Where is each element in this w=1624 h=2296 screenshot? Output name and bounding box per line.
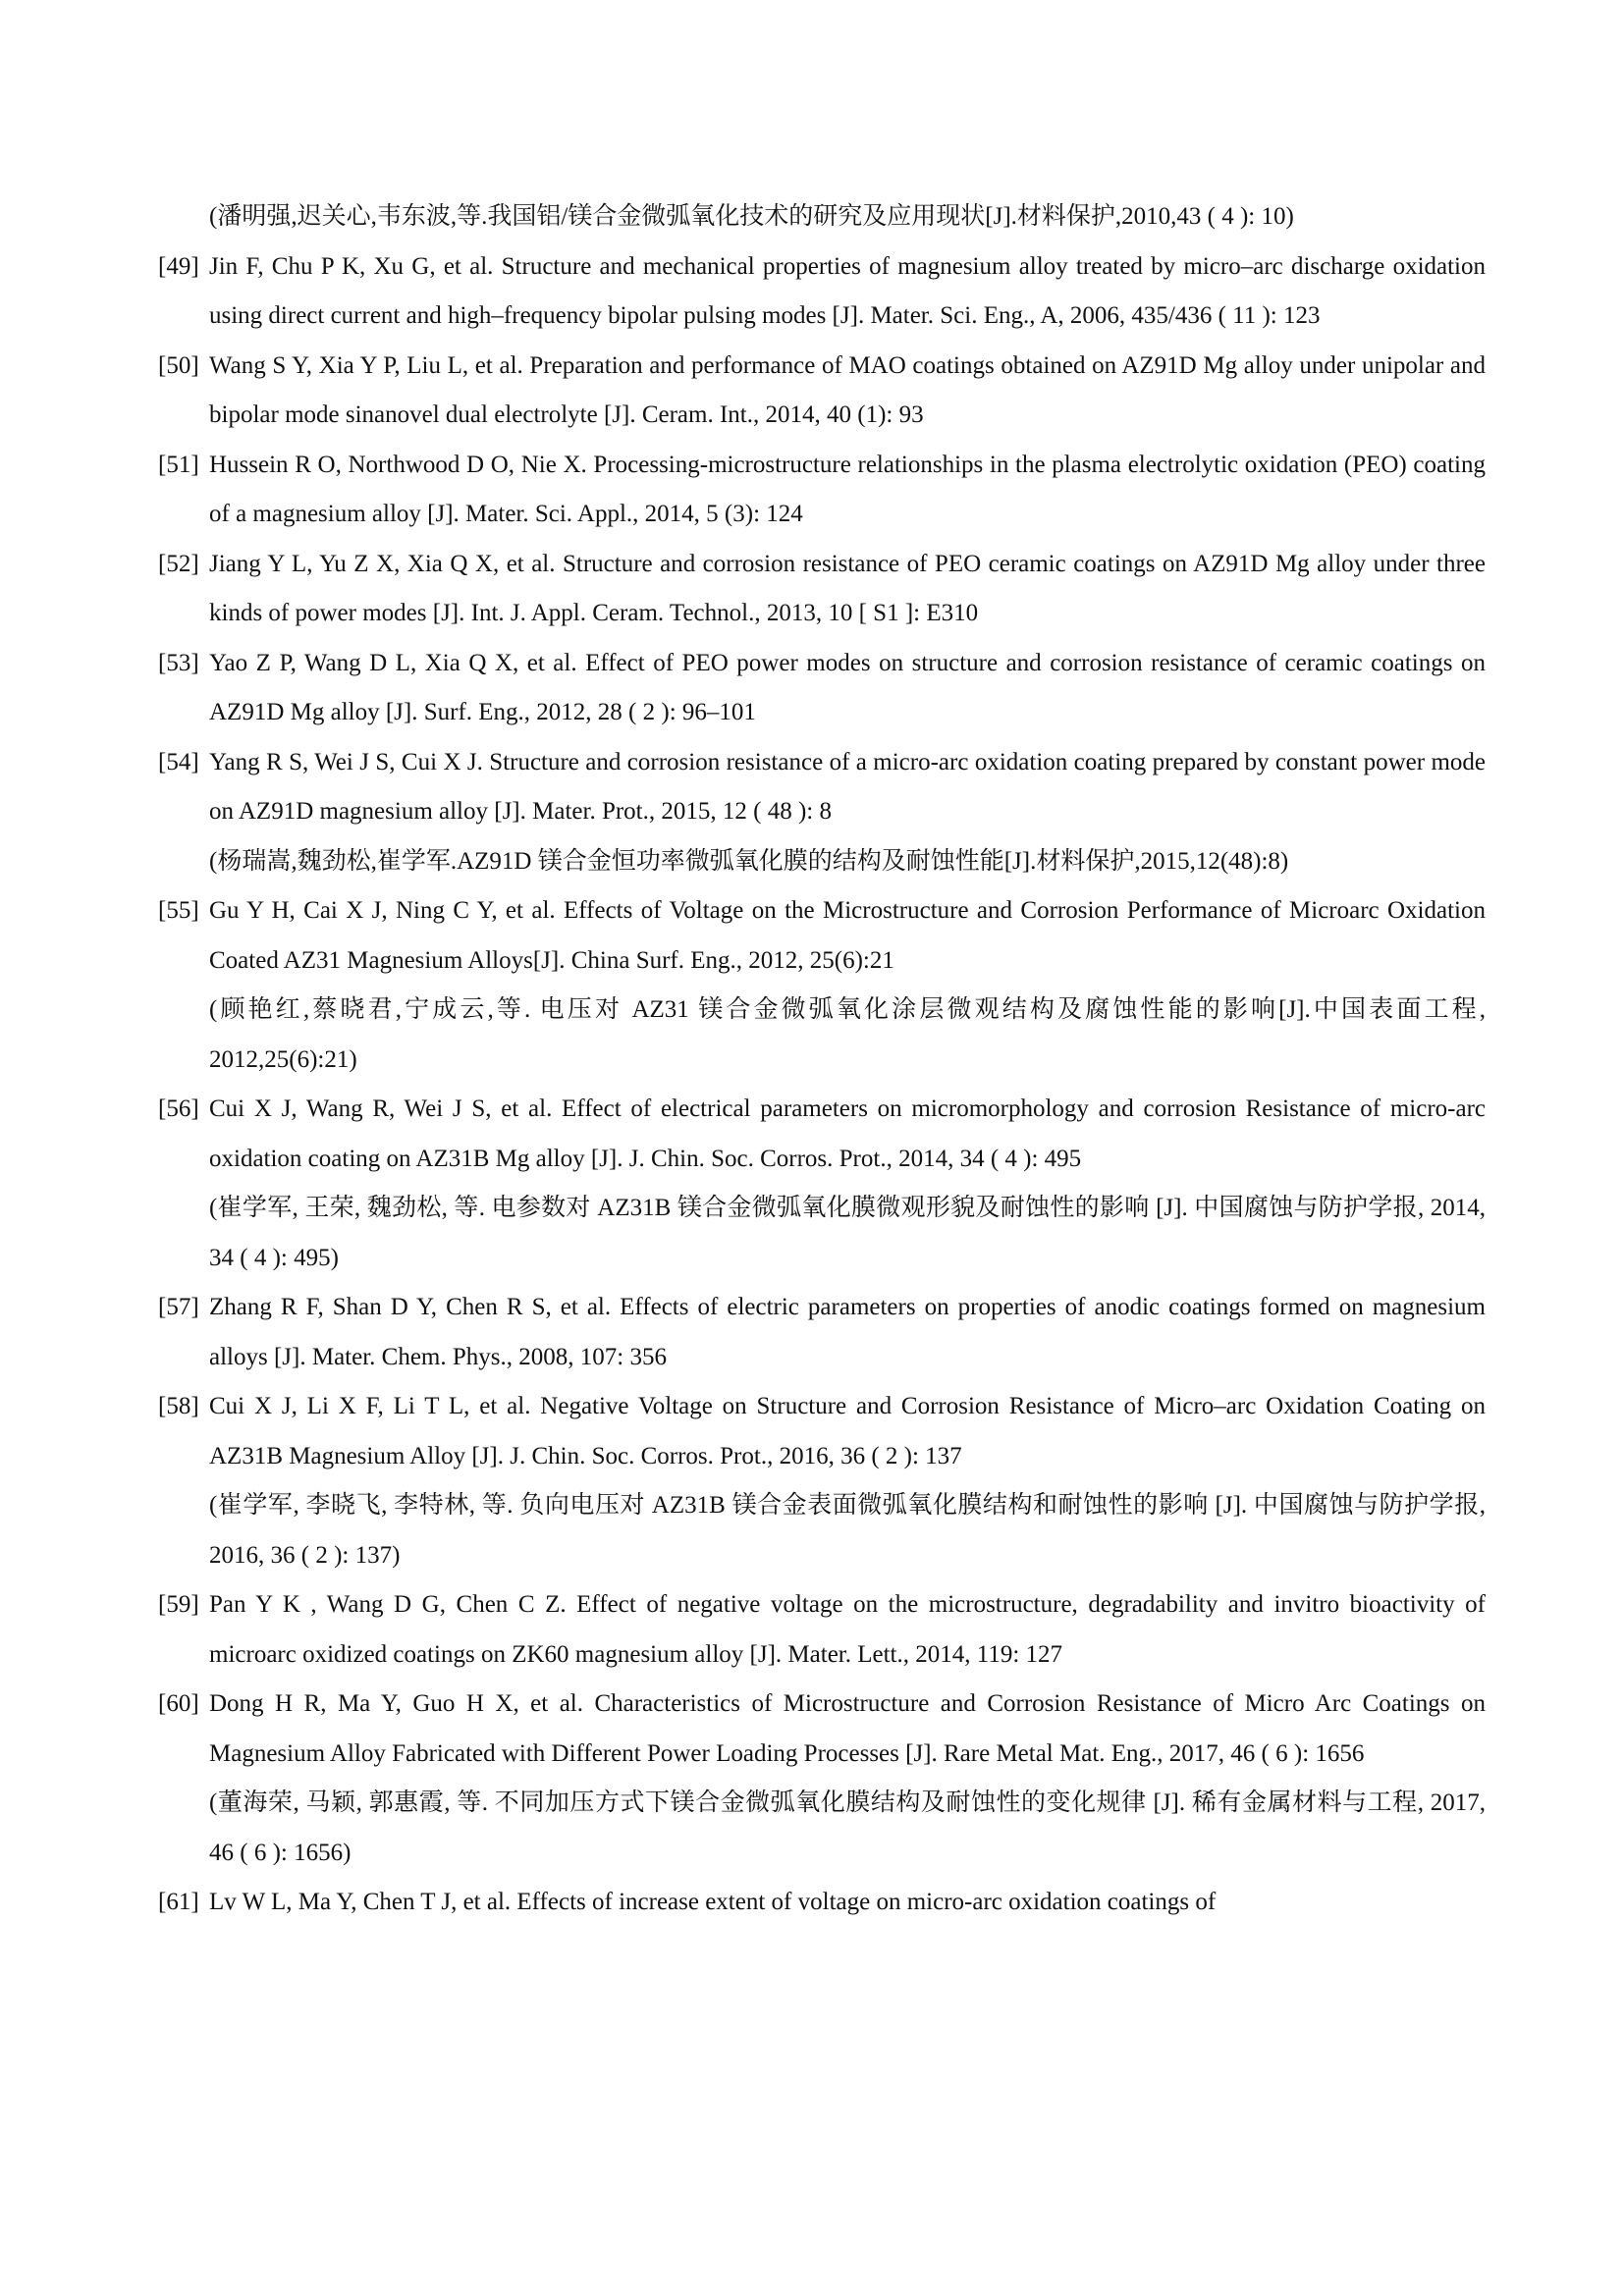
reference-number: [52] — [158, 550, 199, 577]
reference-number: [58] — [158, 1393, 199, 1419]
reference-text: Cui X J, Li X F, Li T L, et al. Negative Voltage on Structure and Corrosion Resistance of Micro–arc Oxidation Coating on AZ31B Magnesium Alloy [J]. J. Chin. Soc. Corros. Prot., 2016, 36 ( 2 ): 137 — [209, 1393, 1486, 1469]
reference-item — [158, 738, 1486, 887]
reference-item — [158, 639, 1486, 738]
reference-text: Jiang Y L, Yu Z X, Xia Q X, et al. Structure and corrosion resistance of PEO ceramic coatings on AZ91D Mg alloy under three kinds of power modes [J]. Int. J. Appl. Ceram. Technol., 2013, 10 [ S1 ]: E310 — [209, 550, 1486, 626]
reference-text: Hussein R O, Northwood D O, Nie X. Processing-microstructure relationships in the plasma electrolytic oxidation (PEO) coating of a magnesium alloy [J]. Mater. Sci. Appl., 2014, 5 (3): 124 — [209, 451, 1486, 527]
reference-number: [50] — [158, 351, 199, 379]
reference-item — [158, 1878, 1486, 1928]
reference-chinese-text: (崔学军, 王荣, 魏劲松, 等. 电参数对 AZ31B 镁合金微弧氧化膜微观形貌及耐蚀性的影响 [J]. 中国腐蚀与防护学报, 2014, 34 ( 4 ): 495) — [209, 1195, 1486, 1271]
reference-chinese-text: (崔学军, 李晓飞, 李特林, 等. 负向电压对 AZ31B 镁合金表面微弧氧化膜结构和耐蚀性的影响 [J]. 中国腐蚀与防护学报, 2016, 36 ( 2 ): 137) — [209, 1492, 1486, 1569]
reference-text: Yao Z P, Wang D L, Xia Q X, et al. Effect of PEO power modes on structure and corrosion resistance of ceramic coatings on AZ91D Mg alloy [J]. Surf. Eng., 2012, 28 ( 2 ): 96–101 — [209, 649, 1486, 725]
reference-number: [53] — [158, 649, 199, 676]
reference-item — [158, 1680, 1486, 1878]
reference-number: [56] — [158, 1095, 199, 1122]
reference-text: Dong H R, Ma Y, Guo H X, et al. Characteristics of Microstructure and Corrosion Resistance of Micro Arc Coatings on Magnesium Alloy Fabricated with Different Power Loading Processes [J]. Rare Metal Mat. Eng., 2017, 46 ( 6 ): 1656 — [209, 1690, 1486, 1767]
reference-text: Jin F, Chu P K, Xu G, et al. Structure and mechanical properties of magnesium alloy treated by micro–arc discharge oxidation using direct current and high–frequency bipolar pulsing modes [J]. Mater. Sci. Eng., A, 2006, 435/436 ( 11 ): 123 — [209, 252, 1486, 329]
reference-text: Gu Y H, Cai X J, Ning C Y, et al. Effects of Voltage on the Microstructure and Corrosion Performance of Microarc Oxidation Coated AZ31 Magnesium Alloys[J]. China Surf. Eng., 2012, 25(6):21 — [209, 897, 1486, 974]
reference-item — [158, 342, 1486, 441]
reference-number: [57] — [158, 1294, 199, 1320]
reference-item — [158, 1085, 1486, 1283]
reference-number: [49] — [158, 252, 199, 280]
reference-number: [51] — [158, 451, 199, 478]
reference-item — [158, 1283, 1486, 1382]
reference-chinese-text: (顾艳红,蔡晓君,宁成云,等. 电压对 AZ31 镁合金微弧氧化涂层微观结构及腐蚀性能的影响[J].中国表面工程, 2012,25(6):21) — [209, 996, 1486, 1073]
reference-text: Yang R S, Wei J S, Cui X J. Structure and corrosion resistance of a micro-arc oxidation coating prepared by constant power mode on AZ91D magnesium alloy [J]. Mater. Prot., 2015, 12 ( 48 ): 8 — [209, 748, 1486, 825]
reference-text: Pan Y K , Wang D G, Chen C Z. Effect of negative voltage on the microstructure, degradability and invitro bioactivity of microarc oxidized coatings on ZK60 magnesium alloy [J]. Mater. Lett., 2014, 119: 127 — [209, 1591, 1486, 1668]
reference-item — [158, 242, 1486, 342]
reference-list — [158, 192, 1486, 1928]
reference-item — [158, 1580, 1486, 1680]
reference-number: [59] — [158, 1591, 199, 1618]
reference-chinese-text: (杨瑞嵩,魏劲松,崔学军.AZ91D 镁合金恒功率微弧氧化膜的结构及耐蚀性能[J].材料保护,2015,12(48):8) — [209, 847, 1289, 875]
reference-item — [158, 441, 1486, 540]
reference-continuation: (潘明强,迟关心,韦东波,等.我国铝/镁合金微弧氧化技术的研究及应用现状[J].材料保护,2010,43 ( 4 ): 10) — [209, 203, 1294, 230]
reference-number: [55] — [158, 897, 199, 924]
reference-item — [158, 540, 1486, 639]
reference-item — [158, 1382, 1486, 1580]
reference-number: [54] — [158, 748, 199, 775]
reference-text: Zhang R F, Shan D Y, Chen R S, et al. Effects of electric parameters on properties of anodic coatings formed on magnesium alloys [J]. Mater. Chem. Phys., 2008, 107: 356 — [209, 1294, 1486, 1370]
reference-item — [158, 886, 1486, 1085]
reference-text: Wang S Y, Xia Y P, Liu L, et al. Preparation and performance of MAO coatings obtained on AZ91D Mg alloy under unipolar and bipolar mode sinanovel dual electrolyte [J]. Ceram. Int., 2014, 40 (1): 93 — [209, 351, 1486, 428]
reference-chinese-text: (董海荣, 马颖, 郭惠霞, 等. 不同加压方式下镁合金微弧氧化膜结构及耐蚀性的变化规律 [J]. 稀有金属材料与工程, 2017, 46 ( 6 ): 1656) — [209, 1789, 1486, 1866]
reference-text: Lv W L, Ma Y, Chen T J, et al. Effects of increase extent of voltage on micro-arc oxidation coatings of — [209, 1889, 1217, 1915]
reference-text: Cui X J, Wang R, Wei J S, et al. Effect of electrical parameters on micromorphology and corrosion Resistance of micro-arc oxidation coating on AZ31B Mg alloy [J]. J. Chin. Soc. Corros. Prot., 2014, 34 ( 4 ): 495 — [209, 1095, 1486, 1172]
reference-number: [61] — [158, 1889, 199, 1915]
reference-number: [60] — [158, 1690, 199, 1717]
